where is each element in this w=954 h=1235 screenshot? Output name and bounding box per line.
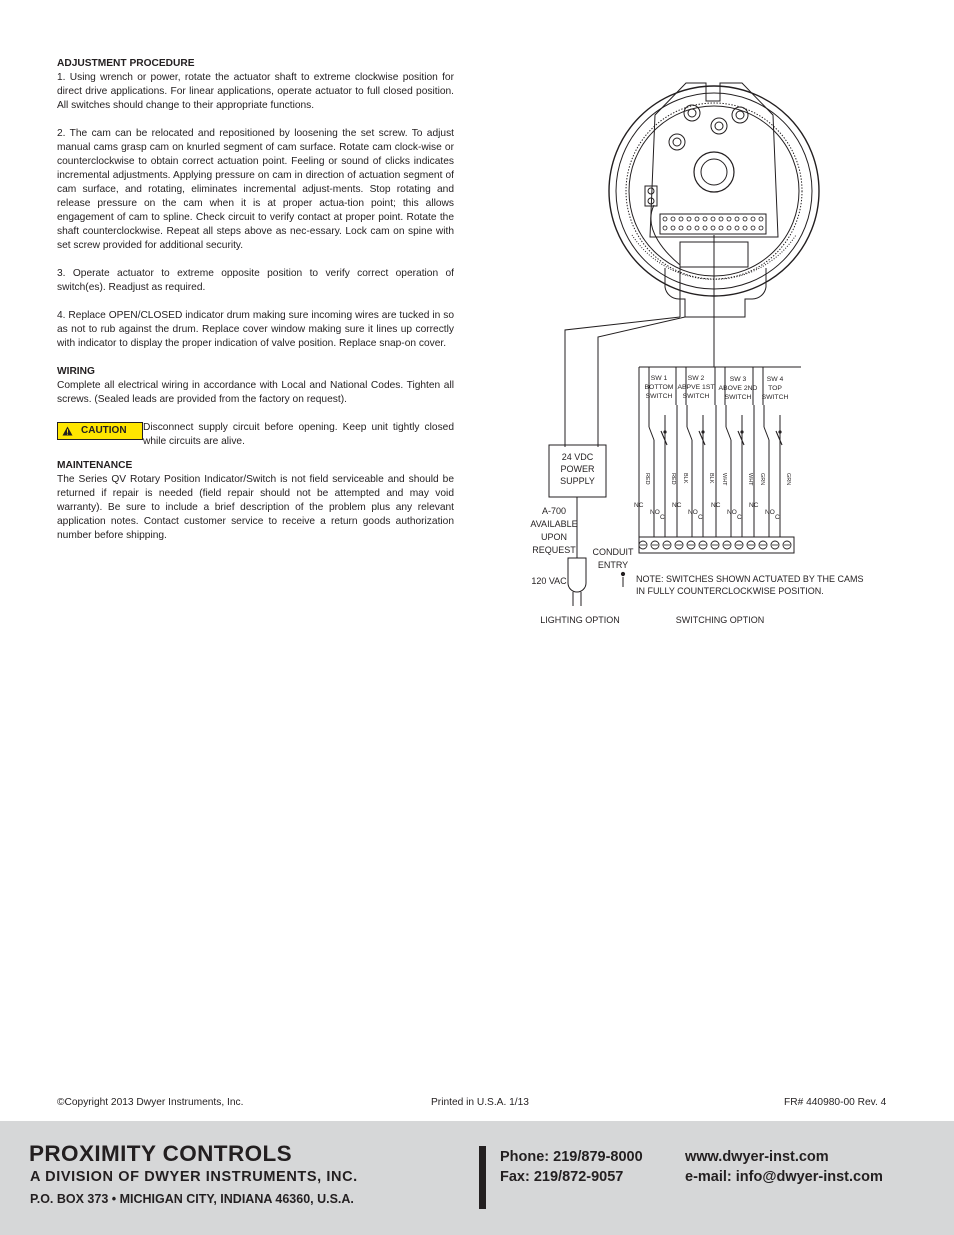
terminal-screw [759, 226, 763, 230]
copyright-text: ©Copyright 2013 Dwyer Instruments, Inc. [57, 1097, 244, 1108]
cam-note: NOTE: SWITCHES SHOWN ACTUATED BY THE CAMS IN FULLY COUNTERCLOCKWISE POSITION. [636, 574, 864, 596]
wiring-diagram [520, 55, 900, 635]
terminal-screw [679, 217, 683, 221]
wire-color-label: WHT [721, 473, 727, 486]
terminal-screw [759, 217, 763, 221]
adjustment-heading: ADJUSTMENT PROCEDURE [57, 58, 195, 69]
terminal-screw [743, 217, 747, 221]
contact-label: NO [650, 509, 660, 516]
terminal-screw [663, 226, 667, 230]
switching-option-label: SWITCHING OPTION [675, 615, 765, 625]
contact-label: NO [765, 509, 775, 516]
contact-label: NO [727, 509, 737, 516]
adjustment-step-2: 2. The cam can be relocated and repositioned by loosening the set screw. To adjust manual cams grasp cam on knurled segment of cam surface. Rotate cam clock-wise or counterclockwise to obtain correct actuation point. Feeling or sound of clicks indicates incremental adjustments. Applying pressure on cam in direction of actuation segment of cam surface, and rotating, eliminates incremental adjust-ments. Stop rotating and release pressure on the cam when it is at proper actua-tion point; this allows engagement of cam to spline. Check circuit to verify contact at proper point. Rotate the shaft counterclockwise. Repeat all steps above as nec-essary. Lock cam on spine with set screw provided for additional security. [57, 128, 454, 251]
contact-label: NC [672, 502, 682, 509]
terminal-screw [663, 217, 667, 221]
switch-1-label: SW 1 BOTTOM SWITCH [644, 375, 674, 400]
terminal-screw [719, 226, 723, 230]
printed-text: Printed in U.S.A. 1/13 [431, 1097, 529, 1108]
switch-pivot [701, 430, 704, 433]
conduit-label: CONDUIT ENTRY [592, 547, 634, 570]
caution-text: Disconnect supply circuit before opening. Keep unit tightly closed while circuits are alive. [143, 422, 454, 447]
contact-label: C [737, 514, 742, 521]
division-text: A DIVISION OF DWYER INSTRUMENTS, INC. [30, 1169, 358, 1185]
contact-label: NC [749, 502, 759, 509]
switch-pivot [778, 430, 781, 433]
switch-lead [687, 427, 692, 440]
terminal-screw [671, 217, 675, 221]
terminal-screw [687, 217, 691, 221]
switch-pivot [740, 430, 743, 433]
wire-color-label: BLK [708, 473, 714, 484]
adjustment-step-1: 1. Using wrench or power, rotate the actuator shaft to extreme clockwise position for direct drive applications. For linear applications, operate actuator to full closed position. All switches should change to their appropriate functions. [57, 72, 454, 111]
email-link[interactable]: e-mail: info@dwyer-inst.com [685, 1169, 883, 1185]
terminal-screw [719, 217, 723, 221]
contact-label: C [698, 514, 703, 521]
caution-label: CAUTION [81, 425, 127, 436]
switch-symbols [634, 405, 791, 537]
terminal-screw [695, 217, 699, 221]
switch-lead [764, 427, 769, 440]
wire-color-label: BLK [682, 473, 688, 484]
terminal-screw [727, 226, 731, 230]
switch-lead [649, 427, 654, 440]
terminal-screw [703, 217, 707, 221]
contact-label: NC [711, 502, 721, 509]
divider-bar [479, 1146, 486, 1209]
instructions-column [57, 57, 454, 543]
terminal-screw [751, 226, 755, 230]
switch-lead [726, 427, 731, 440]
form-number: FR# 440980-00 Rev. 4 [784, 1097, 887, 1108]
power-supply-label: 24 VDC POWER SUPPLY [560, 452, 595, 486]
vac-label: 120 VAC [531, 576, 567, 586]
warning-triangle-icon [62, 426, 73, 436]
contact-label: C [775, 514, 780, 521]
a700-label: A-700 AVAILABLE UPON REQUEST [530, 506, 578, 555]
terminal-screw [671, 226, 675, 230]
contact-label: NO [688, 509, 698, 516]
terminal-screw [711, 226, 715, 230]
switch-3-label: SW 3 ABOVE 2ND SWITCH [718, 376, 758, 401]
contact-label: C [660, 514, 665, 521]
website-link[interactable]: www.dwyer-inst.com [685, 1149, 829, 1165]
terminal-block [639, 537, 794, 553]
company-name: PROXIMITY CONTROLS [29, 1141, 293, 1166]
adjustment-step-4: 4. Replace OPEN/CLOSED indicator drum making sure incoming wires are tucked in so as not to rub against the drum. Replace cover window making sure it lines up correctly with indicator to display the proper indication of valve position. Replace snap-on cover. [57, 310, 454, 349]
terminal-screw [735, 226, 739, 230]
caution-block [57, 421, 454, 449]
wire-color-label: RED [644, 473, 650, 485]
wiring-text: Complete all electrical wiring in accordance with Local and National Codes. Tighten all screws. (Sealed leads are provided from the factory on request). [57, 380, 454, 405]
switch-4-label: SW 4 TOP SWITCH [761, 376, 789, 401]
terminal-screw [727, 217, 731, 221]
terminal-screw [711, 217, 715, 221]
maintenance-text: The Series QV Rotary Position Indicator/Switch is not field serviceable and should be returned if repair is needed (field repair should not be attempted and may void warranty). Be sure to include a brief description of the problem plus any relevant application notes. Contact customer service to receive a return goods authorization number before shipping. [57, 474, 454, 541]
terminal-strip [663, 217, 763, 230]
switch-2-label: SW 2 ABPVE 1ST SWITCH [677, 375, 715, 400]
wire-color-label: RED [670, 473, 676, 485]
terminal-screw [751, 217, 755, 221]
adjustment-step-3: 3. Operate actuator to extreme opposite position to verify correct operation of switch(es). Readjust as required. [57, 268, 454, 293]
phone-text: Phone: 219/879-8000 [500, 1149, 643, 1165]
address-text: P.O. BOX 373 • MICHIGAN CITY, INDIANA 46360, U.S.A. [30, 1192, 354, 1206]
terminal-screw [703, 226, 707, 230]
wiring-heading: WIRING [57, 366, 95, 377]
lighting-option-label: LIGHTING OPTION [540, 615, 620, 625]
terminal-screw [679, 226, 683, 230]
caution-badge [57, 422, 143, 440]
contact-label: NC [634, 502, 644, 509]
wire-color-label: GRN [785, 473, 791, 486]
switch-pivot [663, 430, 666, 433]
wire-color-label: WHT [747, 473, 753, 486]
terminal-screw [695, 226, 699, 230]
terminal-screw [687, 226, 691, 230]
fax-text: Fax: 219/872-9057 [500, 1169, 624, 1185]
maintenance-heading: MAINTENANCE [57, 460, 133, 471]
terminal-screw [735, 217, 739, 221]
terminal-screw [743, 226, 747, 230]
wire-color-label: GRN [759, 473, 765, 486]
